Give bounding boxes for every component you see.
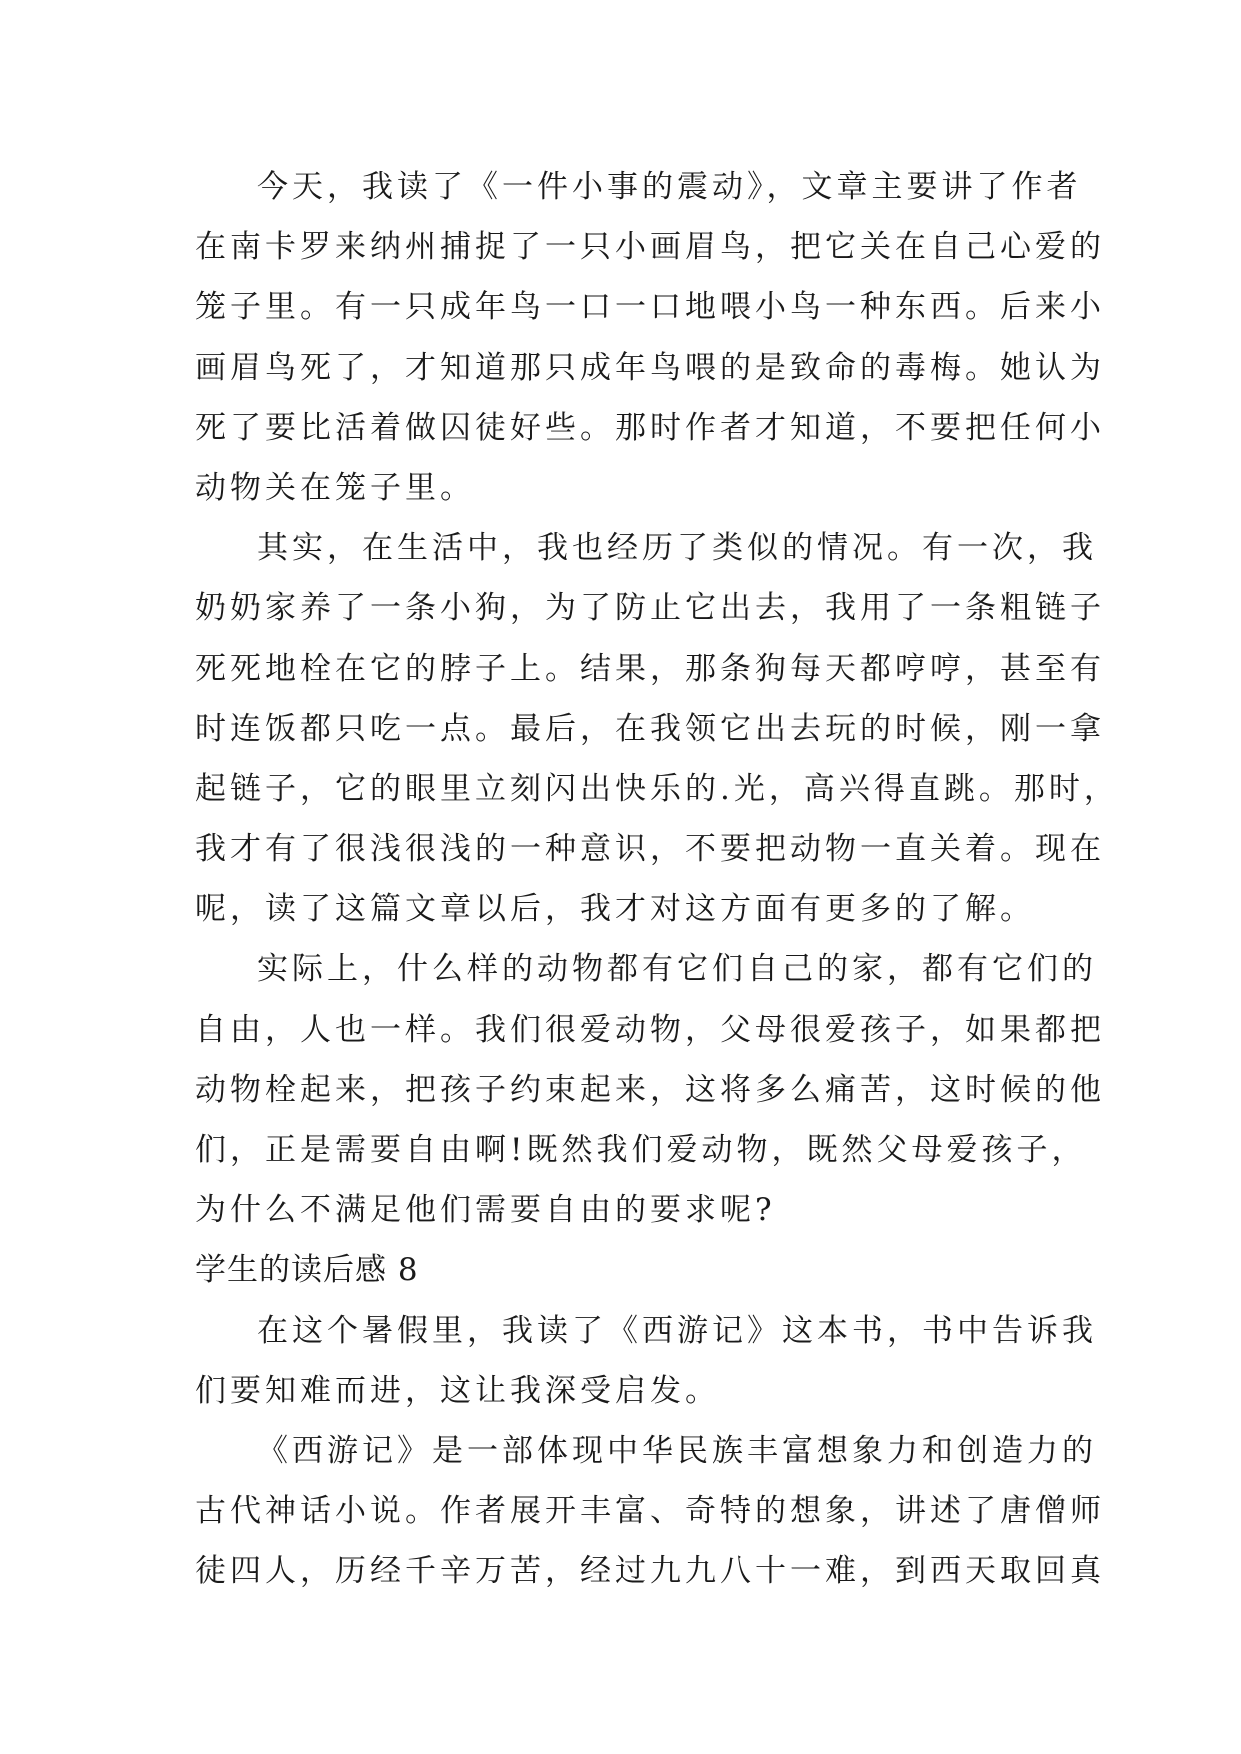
- text-line: 实际上，什么样的动物都有它们自己的家，都有它们的: [257, 951, 1097, 988]
- text-line: 在这个暑假里，我读了《西游记》这本书，书中告诉我: [257, 1312, 1097, 1349]
- text-line: 时连饭都只吃一点。最后，在我领它出去玩的时候，刚一拿: [195, 710, 1105, 747]
- text-line: 徒四人，历经千辛万苦，经过九九八十一难，到西天取回真: [195, 1553, 1105, 1590]
- text-line: 《西游记》是一部体现中华民族丰富想象力和创造力的: [257, 1432, 1097, 1469]
- text-line: 画眉鸟死了，才知道那只成年鸟喂的是致命的毒梅。她认为: [195, 349, 1105, 386]
- heading-text: 学生的读后感 8: [195, 1252, 419, 1289]
- text-line: 其实，在生活中，我也经历了类似的情况。有一次，我: [257, 530, 1097, 567]
- text-line: 们要知难而进，这让我深受启发。: [195, 1372, 720, 1409]
- text-line: 我才有了很浅很浅的一种意识，不要把动物一直关着。现在: [195, 831, 1105, 868]
- document-body: [195, 157, 1119, 1602]
- text-line: 古代神话小说。作者展开丰富、奇特的想象，讲述了唐僧师: [195, 1493, 1105, 1530]
- text-line: 笼子里。有一只成年鸟一口一口地喂小鸟一种东西。后来小: [195, 289, 1105, 326]
- text-line: 自由，人也一样。我们很爱动物，父母很爱孩子，如果都把: [195, 1011, 1105, 1048]
- text-line: 动物栓起来，把孩子约束起来，这将多么痛苦，这时候的他: [195, 1071, 1105, 1108]
- text-line: 动物关在笼子里。: [195, 469, 475, 506]
- text-line: 死了要比活着做囚徒好些。那时作者才知道，不要把任何小: [195, 409, 1105, 446]
- paragraph: [195, 1301, 1097, 1421]
- paragraph: [195, 518, 1119, 939]
- text-line: 今天，我读了《一件小事的震动》，文章主要讲了作者: [257, 169, 1082, 205]
- text-line: 起链子，它的眼里立刻闪出快乐的.光，高兴得直跳。那时，: [195, 770, 1119, 807]
- paragraph: [195, 1421, 1105, 1602]
- text-line: 呢，读了这篇文章以后，我才对这方面有更多的了解。: [195, 891, 1035, 928]
- section-heading: [195, 1240, 1055, 1300]
- text-line: 奶奶家养了一条小狗，为了防止它出去，我用了一条粗链子: [195, 590, 1105, 627]
- text-line: 们，正是需要自由啊!既然我们爱动物，既然父母爱孩子，: [195, 1132, 1087, 1168]
- text-line: 死死地栓在它的脖子上。结果，那条狗每天都哼哼，甚至有: [195, 650, 1105, 687]
- text-line: 在南卡罗来纳州捕捉了一只小画眉鸟，把它关在自己心爱的: [195, 229, 1105, 266]
- text-line: 为什么不满足他们需要自由的要求呢?: [195, 1192, 776, 1229]
- paragraph: [195, 157, 1105, 518]
- paragraph: [195, 939, 1105, 1240]
